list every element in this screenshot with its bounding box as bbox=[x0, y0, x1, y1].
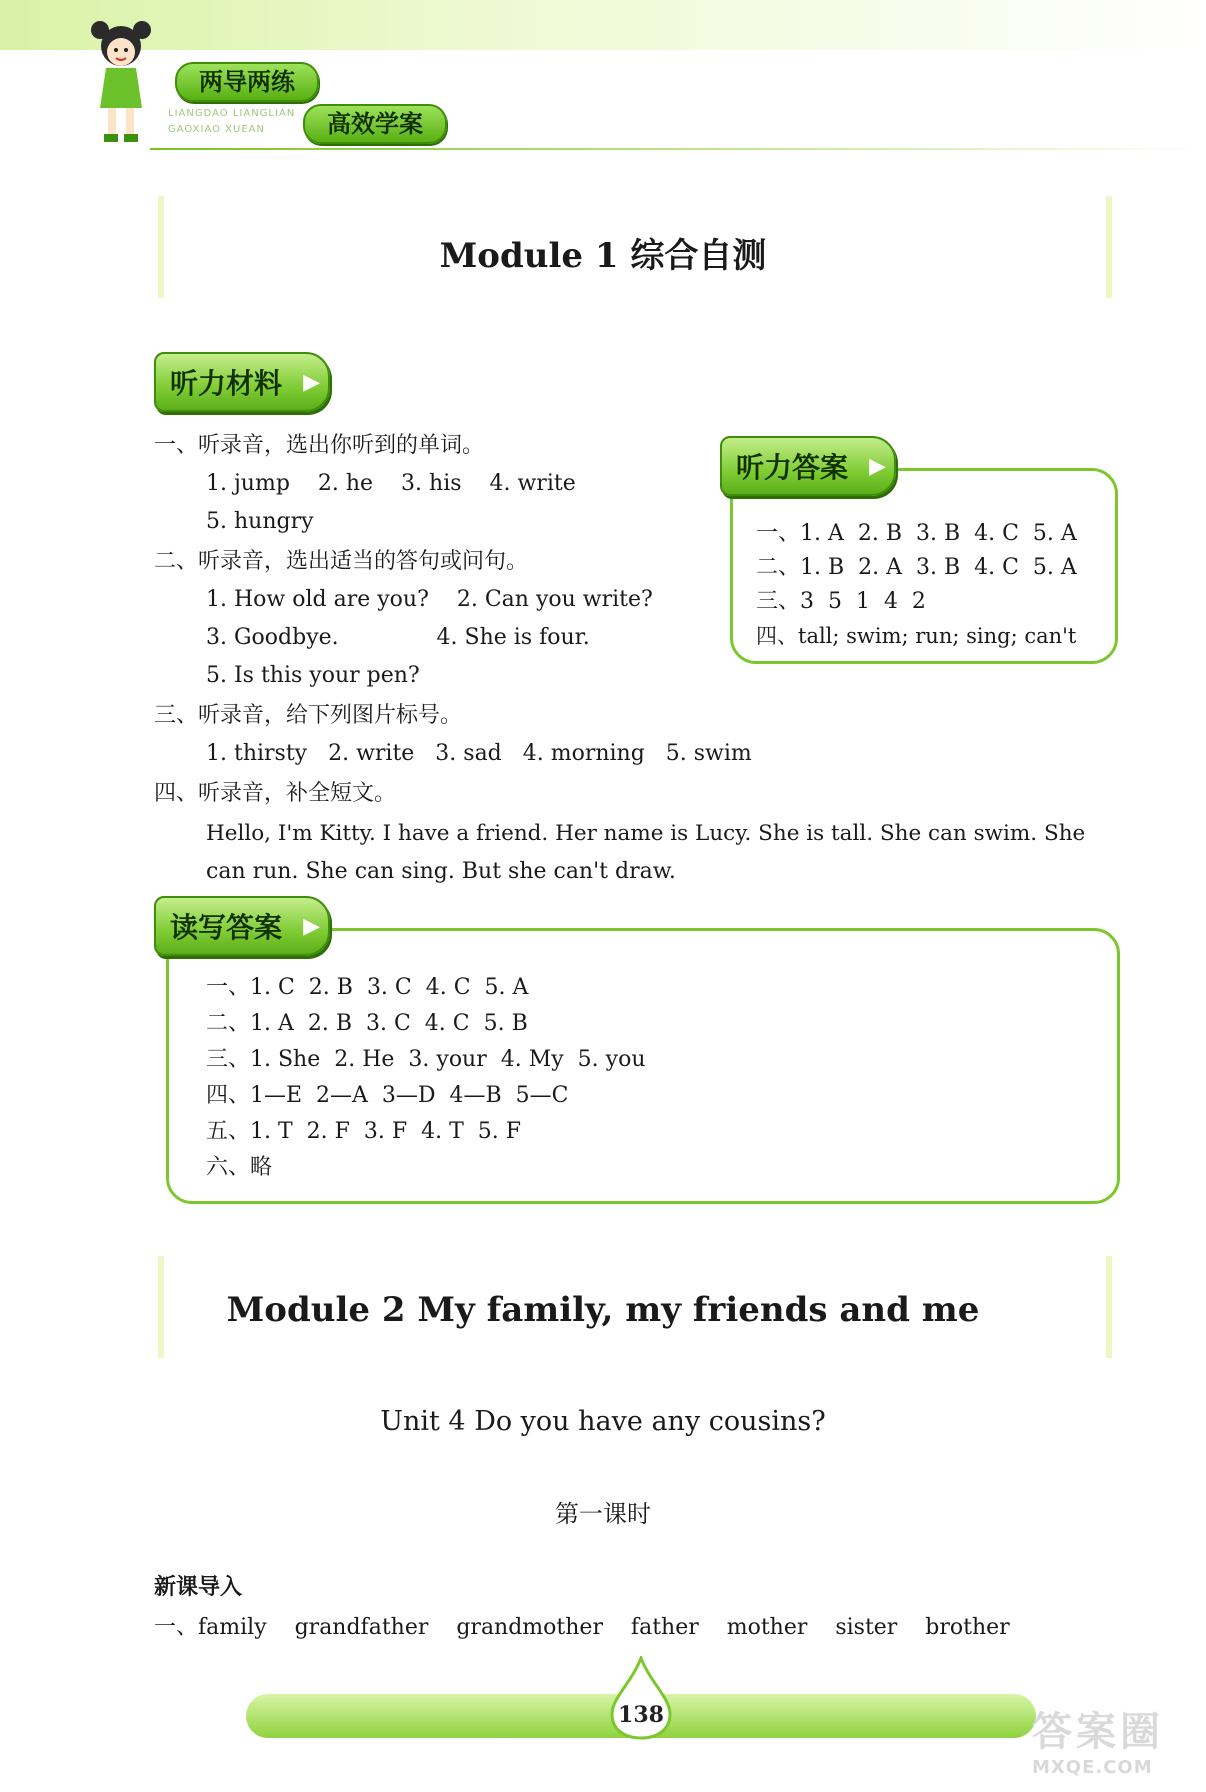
reading-answer-5: 五、1. T 2. F 3. F 4. T 5. F bbox=[206, 1119, 522, 1144]
module2-title: Module 2 My family, my friends and me bbox=[226, 1290, 980, 1330]
reading-answer-2: 二、1. A 2. B 3. C 4. C 5. B bbox=[206, 1011, 528, 1036]
listening-answers-tab bbox=[720, 436, 896, 496]
arrow-icon: ▶ bbox=[303, 370, 320, 395]
watermark-bottom: MXQE.COM bbox=[1032, 1757, 1153, 1778]
listening-answer-4: 四、tall; swim; run; sing; can't bbox=[756, 624, 1077, 648]
listening-answer-2: 二、1. B 2. A 3. B 4. C 5. A bbox=[756, 555, 1077, 580]
brand-subtitle-2: GAOXIAO XUEAN bbox=[168, 124, 265, 135]
watermark-top: 答案圈 bbox=[1032, 1709, 1164, 1755]
material-line-11: Hello, I'm Kitty. I have a friend. Her name is Lucy. She is tall. She can swim. She bbox=[206, 821, 1086, 846]
reading-answer-3: 三、1. She 2. He 3. your 4. My 5. you bbox=[206, 1047, 646, 1072]
header-rule bbox=[150, 148, 1206, 150]
material-line-3: 5. hungry bbox=[206, 509, 314, 534]
intro-heading: 新课导入 bbox=[154, 1575, 243, 1600]
brand-bottom-label: 高效学案 bbox=[303, 104, 447, 144]
material-line-5: 1. How old are you? 2. Can you write? bbox=[206, 587, 653, 612]
reading-answers-label: 读写答案 bbox=[170, 911, 283, 944]
reading-answers-tab bbox=[154, 896, 330, 956]
arrow-icon: ▶ bbox=[869, 454, 886, 479]
material-line-2: 1. jump 2. he 3. his 4. write bbox=[206, 471, 576, 496]
brand-subtitle-1: LIANGDAO LIANGLIAN bbox=[168, 108, 296, 119]
material-line-1: 一、听录音，选出你听到的单词。 bbox=[154, 433, 485, 458]
listening-answer-1: 一、1. A 2. B 3. B 4. C 5. A bbox=[756, 521, 1077, 546]
material-line-7: 5. Is this your pen? bbox=[206, 663, 420, 688]
lesson-title: 第一课时 bbox=[555, 1500, 651, 1528]
intro-line: 一、family grandfather grandmother father mother sister brother bbox=[154, 1615, 1010, 1640]
reading-answer-6: 六、略 bbox=[206, 1155, 273, 1180]
material-line-8: 三、听录音，给下列图片标号。 bbox=[154, 703, 463, 728]
header-band bbox=[0, 0, 1206, 50]
listening-answer-3: 三、3 5 1 4 2 bbox=[756, 589, 926, 614]
watermark bbox=[1032, 1700, 1202, 1778]
listening-material-tab bbox=[154, 352, 330, 412]
page-number: 138 bbox=[618, 1702, 664, 1728]
module1-title: Module 1 综合自测 bbox=[439, 236, 767, 276]
unit-title: Unit 4 Do you have any cousins? bbox=[380, 1406, 826, 1437]
material-line-9: 1. thirsty 2. write 3. sad 4. morning 5. swim bbox=[206, 741, 752, 766]
material-line-10: 四、听录音，补全短文。 bbox=[154, 781, 397, 806]
material-line-6: 3. Goodbye. 4. She is four. bbox=[206, 625, 590, 650]
girl-mascot-icon bbox=[86, 16, 156, 146]
brand-top-label: 两导两练 bbox=[175, 62, 319, 102]
reading-answer-4: 四、1—E 2—A 3—D 4—B 5—C bbox=[206, 1083, 569, 1108]
material-line-4: 二、听录音，选出适当的答句或问句。 bbox=[154, 549, 529, 574]
material-line-12: can run. She can sing. But she can't draw. bbox=[206, 859, 676, 884]
arrow-icon: ▶ bbox=[303, 914, 320, 939]
listening-answers-label: 听力答案 bbox=[736, 451, 849, 484]
reading-answer-1: 一、1. C 2. B 3. C 4. C 5. A bbox=[206, 975, 529, 1000]
listening-material-label: 听力材料 bbox=[170, 367, 283, 400]
